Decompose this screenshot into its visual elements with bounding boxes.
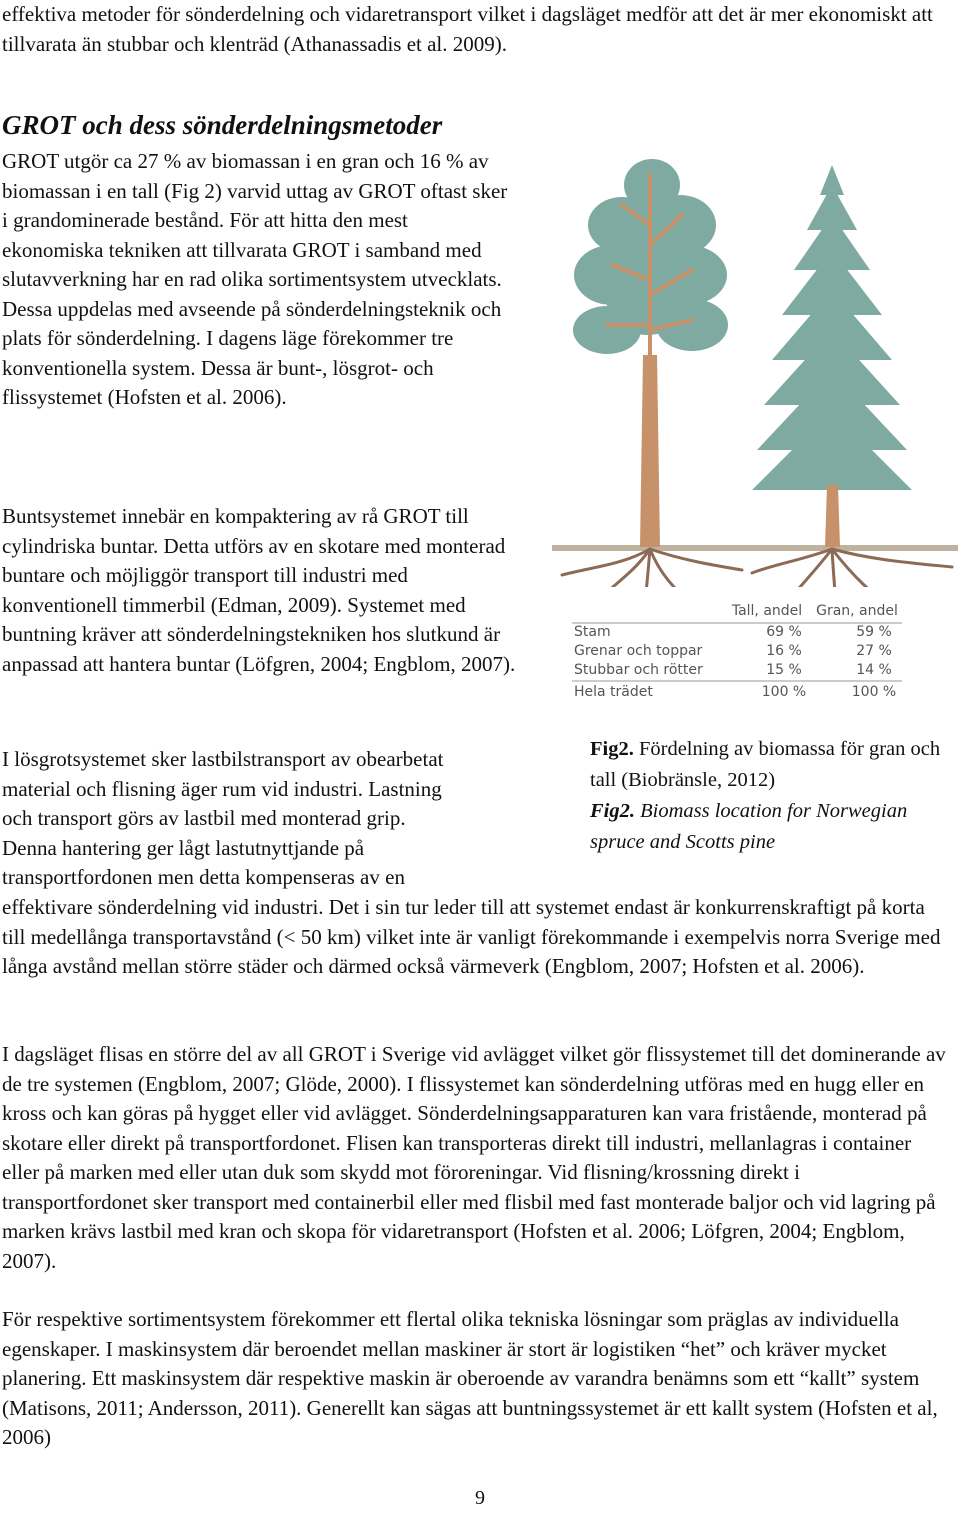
tree-illustration [552, 155, 958, 715]
biomass-figure [552, 155, 958, 715]
table-row-label: Grenar och toppar [574, 643, 703, 659]
table-cell-gran: 27 % [856, 643, 892, 659]
table-cell-gran: 59 % [856, 624, 892, 640]
text-line: Denna hantering ger lågt lastutnyttjande på [2, 835, 365, 860]
caption-english [590, 796, 950, 858]
ground-line [552, 545, 958, 551]
figure-caption [590, 734, 950, 858]
table-cell-tall: 16 % [766, 643, 802, 659]
table-cell-tall: 15 % [766, 662, 802, 678]
text-line: material och flisning äger rum vid industri. Lastning [2, 776, 442, 801]
paragraph-flis: I dagsläget flisas en större del av all GROT i Sverige vid avlägget vilket gör flissystemet till det dominerande av de tre systemen (Engblom, 2007; Glöde, 2000). I flissystemet kan sönderdelning utföras med en hugg eller en kross och kan göras på hygget eller vid avlägget. Sönderdelningsapparaturen kan vara fristående, monterad på skotare eller direkt på transportfordonet. Flisen kan transporteras direkt till industri, mellanlagras i container eller på marken med eller utan duk som skydd mot föroreningar. Vid flisning/krossning direkt i transportfordonet sker transport med containerbil eller med flisbil med fast monterade baljor och vid lagring på marken krävs lastbil med kran och skopa för vidaretransport (Hofsten et al. 2006; Löfgren, 2004; Engblom, 2007). [2, 1042, 946, 1273]
spruce-tree [752, 165, 912, 547]
text-line: transportfordonen men detta kompenseras av en [2, 865, 405, 889]
caption-swedish [590, 734, 950, 796]
paragraph-losgrot-continued: effektivare sönderdelning vid industri. Det i sin tur leder till att systemet endast är konkurrenskraftigt på korta till medellånga transportavstånd (< 50 km) vilket inte är vanligt förekommande i exempelvis norra Sverige med långa avstånd mellan större städer och därmed också värmeverk (Engblom, 2007; Hofsten et al. 2006). [2, 895, 941, 978]
table-cell-tall: 100 % [761, 684, 807, 700]
table-header-tall: Tall, andel [731, 603, 803, 619]
caption-text: Fördelning av biomassa för gran och tall (Biobränsle, 2012) [590, 738, 941, 791]
page-number: 9 [475, 1487, 485, 1509]
pine-tree [573, 159, 728, 547]
table-cell-gran: 14 % [856, 662, 892, 678]
paragraph-bunt: Buntsystemet innebär en kompaktering av rå GROT till cylindriska buntar. Detta utförs av en skotare med monterad buntare och möjliggör transport till industri med konventionell timmerbil (Edman, 2009). Systemet med buntning kräver att sönderdelningstekniken hos slutkund är anpassad att hantera buntar (Löfgren, 2004; Engblom, 2007). [2, 504, 516, 676]
intro-paragraph-tail: effektiva metoder för sönderdelning och vidaretransport vilket i dagsläget medför att det är mer ekonomiskt att tillvarata än stubbar och klenträd (Athanassadis et al. 2009). [2, 2, 933, 56]
table-cell-gran: 100 % [851, 684, 897, 700]
paragraph-grot: GROT utgör ca 27 % av biomassan i en gran och 16 % av biomassan i en tall (Fig 2) varvid uttag av GROT oftast sker i grandominerade bestånd. För att hitta den mest ekonomiska tekniken att tillvarata GROT i samband med slutavverkning har en rad olika sortimentsystem utvecklats. Dessa uppdelas med avseende på sönderdelningsteknik och plats för sönderdelning. I dagens läge förekommer tre konventionella system. Dessa är bunt-, lösgrot- och flissystemet (Hofsten et al. 2006). [2, 149, 508, 409]
caption-text: Biomass location for Norwegian spruce and Scotts pine [590, 800, 908, 853]
text-line: och transport görs av lastbil med monterad grip. [2, 806, 406, 830]
table-header-gran: Gran, andel [816, 603, 898, 619]
table-cell-tall: 69 % [766, 624, 802, 640]
table-row-label: Stam [574, 624, 611, 640]
caption-label: Fig2. [590, 738, 634, 760]
table-row-label: Hela trädet [574, 684, 653, 700]
paragraph-sortimentsystem: För respektive sortimentsystem förekommer ett flertal olika tekniska lösningar som präglas av individuella egenskaper. I maskinsystem där beroendet mellan maskiner är stort är logistiken “het” och kräver mycket planering. Ett maskinsystem där respektive maskin är oberoende av varandra benämns som ett “kallt” system (Matisons, 2011; Andersson, 2011). Generellt kan sägas att buntningssystemet är ett kallt system (Hofsten et al, 2006) [2, 1307, 938, 1449]
paragraph-losgrot-left [2, 745, 562, 893]
section-heading: GROT och dess sönderdelningsmetoder [2, 110, 443, 140]
text-line: I lösgrotsystemet sker lastbilstransport av obearbetat [2, 747, 444, 771]
table-row-label: Stubbar och rötter [574, 662, 703, 678]
biomass-table [562, 587, 954, 709]
caption-label: Fig2. [590, 800, 635, 822]
